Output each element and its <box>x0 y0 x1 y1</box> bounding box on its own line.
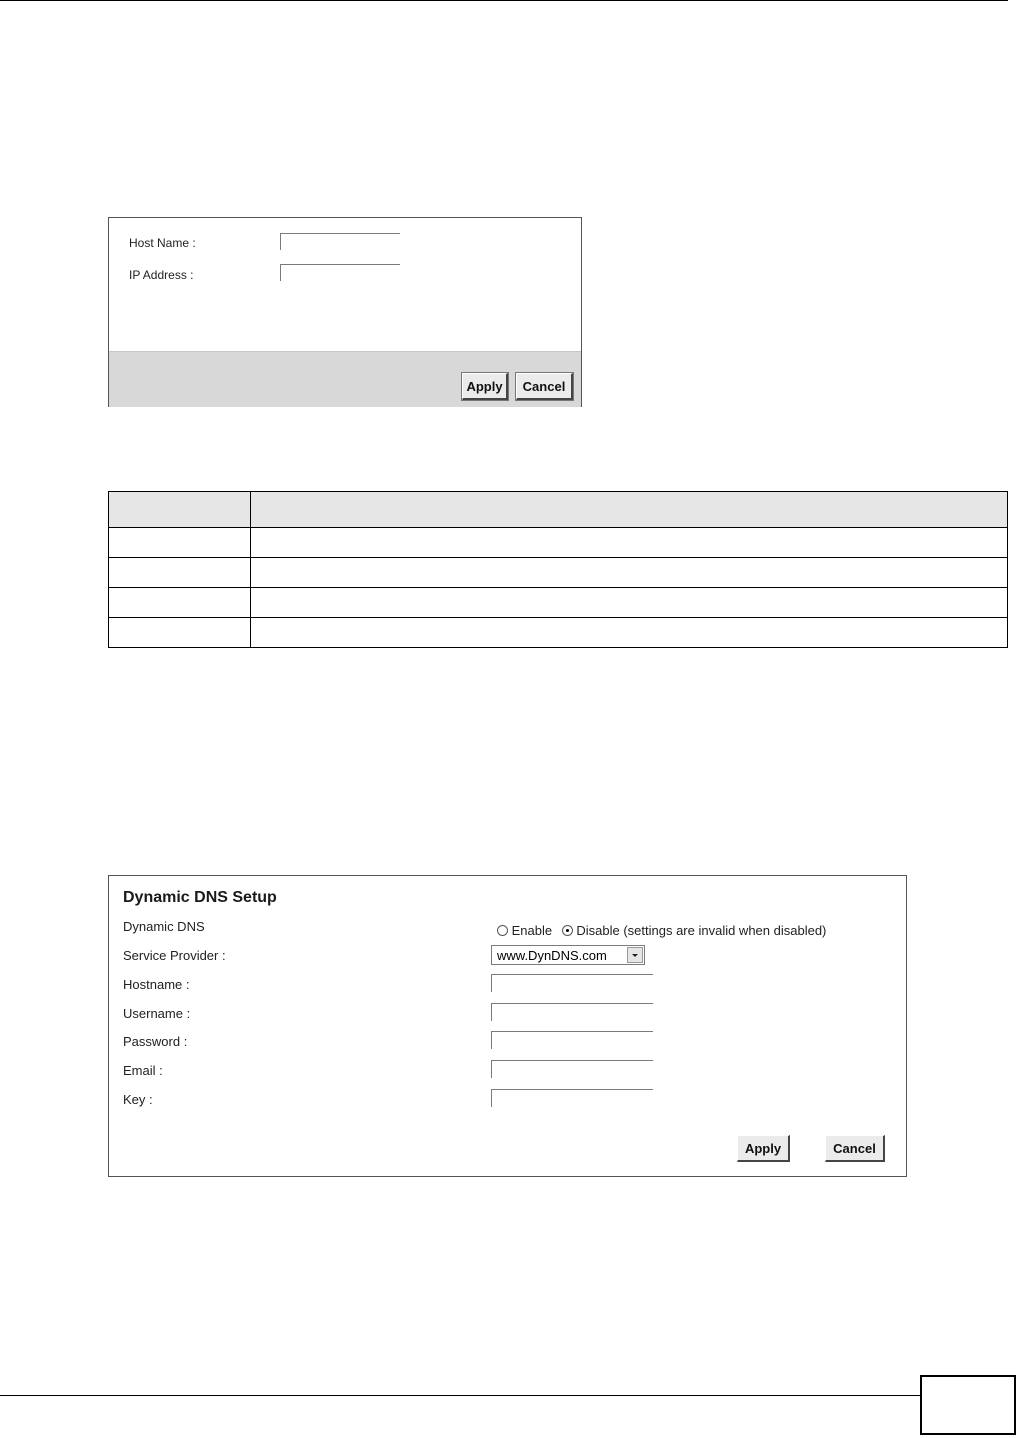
service-provider-select[interactable] <box>491 945 645 965</box>
dynamic-dns-label: Dynamic DNS <box>123 919 205 934</box>
table-header-cell <box>251 492 1008 528</box>
email-input[interactable] <box>491 1060 653 1078</box>
panel-footer <box>109 351 581 407</box>
disable-radio[interactable] <box>562 925 573 936</box>
cancel-button[interactable]: Cancel <box>825 1135 885 1162</box>
table-cell <box>109 588 251 618</box>
table-header-cell <box>109 492 251 528</box>
field-description-table <box>108 491 1008 648</box>
username-input[interactable] <box>491 1003 653 1021</box>
table-cell <box>109 558 251 588</box>
password-input[interactable] <box>491 1031 653 1049</box>
table-header-row <box>109 492 1008 528</box>
disable-label: Disable (settings are invalid when disabled) <box>576 923 827 939</box>
cancel-button[interactable]: Cancel <box>516 373 573 400</box>
host-name-input[interactable] <box>280 233 400 250</box>
chevron-down-icon[interactable] <box>627 947 643 963</box>
dynamic-dns-panel <box>108 875 907 1177</box>
bottom-rule <box>0 1395 920 1396</box>
ip-address-input[interactable] <box>280 264 400 281</box>
enable-label: Enable <box>511 923 553 939</box>
enable-radio[interactable] <box>497 925 508 936</box>
apply-button[interactable]: Apply <box>462 373 508 400</box>
table-cell <box>109 528 251 558</box>
password-label: Password : <box>123 1034 188 1049</box>
host-name-label: Host Name : <box>129 236 196 250</box>
table-row <box>109 618 1008 648</box>
hostname-label: Hostname : <box>123 977 190 992</box>
service-provider-label: Service Provider : <box>123 948 226 963</box>
service-provider-value: www.DynDNS.com <box>497 947 607 963</box>
hostname-input[interactable] <box>491 974 653 992</box>
table-cell <box>251 588 1008 618</box>
table-row <box>109 528 1008 558</box>
table-cell <box>109 618 251 648</box>
apply-button[interactable]: Apply <box>737 1135 790 1162</box>
key-label: Key : <box>123 1092 153 1107</box>
table-row <box>109 558 1008 588</box>
table-row <box>109 588 1008 618</box>
table-cell <box>251 528 1008 558</box>
email-label: Email : <box>123 1063 163 1078</box>
dynamic-dns-radio-group <box>497 922 826 938</box>
table-cell <box>251 558 1008 588</box>
ip-address-label: IP Address : <box>129 268 194 282</box>
panel-title: Dynamic DNS Setup <box>123 889 277 906</box>
table-cell <box>251 618 1008 648</box>
page-number-box <box>920 1375 1016 1435</box>
key-input[interactable] <box>491 1089 653 1107</box>
top-rule <box>0 0 1008 1</box>
host-ip-panel <box>108 217 582 407</box>
username-label: Username : <box>123 1006 191 1021</box>
